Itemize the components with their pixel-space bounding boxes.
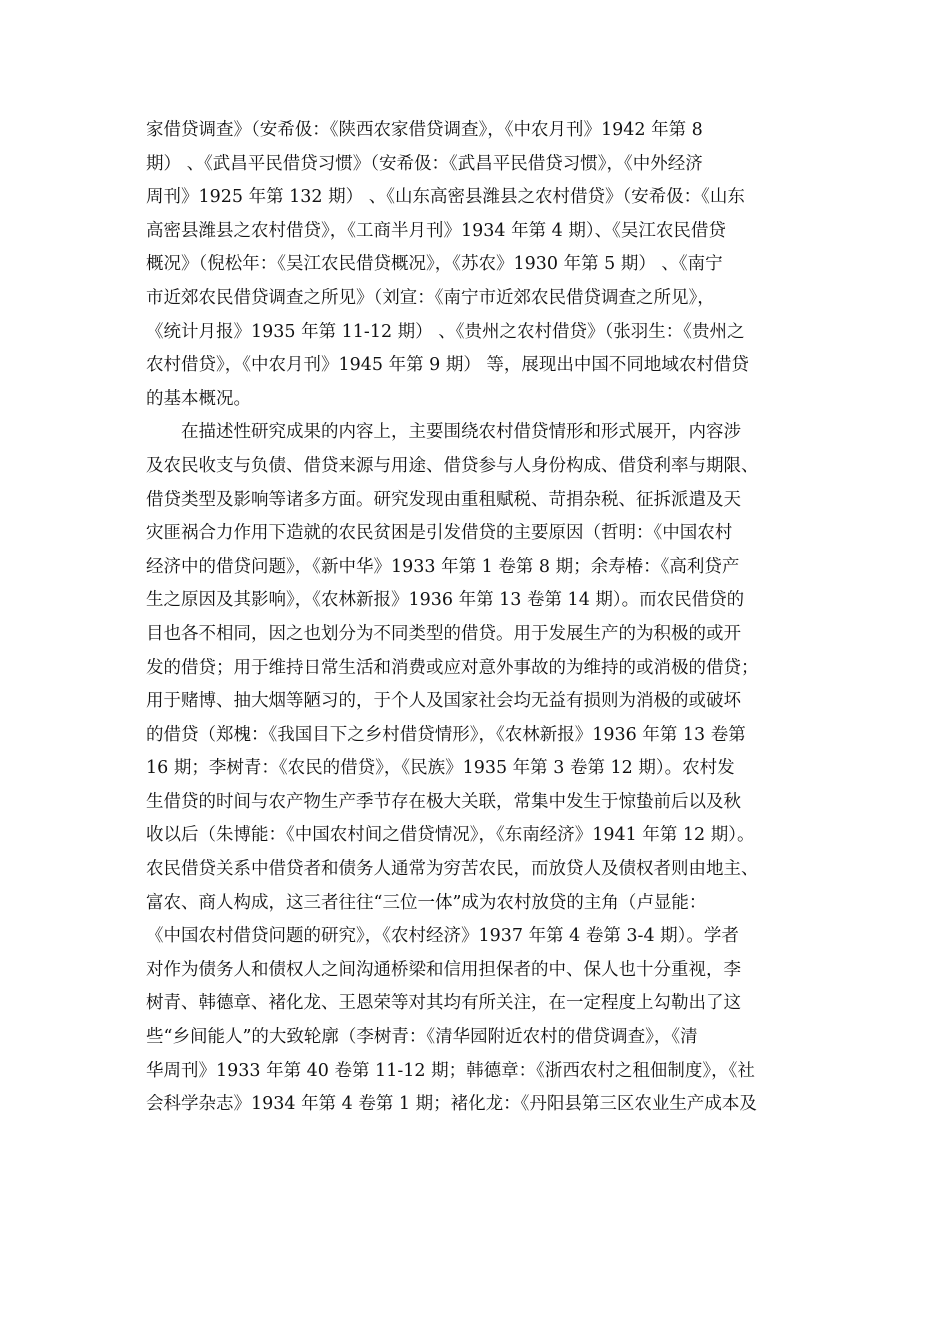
paragraph-1 bbox=[146, 114, 811, 416]
text-line: 些“乡间能人”的大致轮廓（李树青：《清华园附近农村的借贷调查》，《清 bbox=[146, 1027, 698, 1048]
body-text bbox=[146, 114, 811, 1122]
text-line: 华周刊》1933 年第 40 卷第 11-12 期；韩德章：《浙西农村之租佃制度》，《社 bbox=[146, 1060, 755, 1081]
text-line: 的借贷（郑槐：《我国目下之乡村借贷情形》，《农林新报》1936 年第 13 卷第 bbox=[146, 724, 746, 745]
text-line: 《中国农村借贷问题的研究》，《农村经济》1937 年第 4 卷第 3-4 期）。学者 bbox=[146, 926, 739, 947]
text-line: 目也各不相同，因之也划分为不同类型的借贷。用于发展生产的为积极的或开 bbox=[146, 623, 741, 644]
text-line: 概况》（倪松年：《吴江农民借贷概况》，《苏农》1930 年第 5 期） 、《南宁 bbox=[146, 254, 723, 275]
text-line: 高密县潍县之农村借贷》，《工商半月刊》1934 年第 4 期）、《吴江农民借贷 bbox=[146, 220, 726, 241]
text-line: 富农、商人构成，这三者往往“三位一体”成为农村放贷的主角（卢显能： bbox=[146, 892, 707, 913]
text-line: 发的借贷；用于维持日常生活和消费或应对意外事故的为维持的或消极的借贷； bbox=[146, 657, 759, 678]
text-line: 生之原因及其影响》，《农林新报》1936 年第 13 卷第 14 期）。而农民借贷的 bbox=[146, 590, 745, 611]
text-line: 16 期；李树青：《农民的借贷》，《民族》1935 年第 3 卷第 12 期）。农村发 bbox=[146, 758, 735, 779]
text-line: 对作为债务人和债权人之间沟通桥梁和信用担保者的中、保人也十分重视，李 bbox=[146, 959, 741, 980]
text-line: 经济中的借贷问题》，《新中华》1933 年第 1 卷第 8 期；余寿椿：《高利贷产 bbox=[146, 556, 740, 577]
text-line: 《统计月报》1935 年第 11-12 期） 、《贵州之农村借贷》（张羽生：《贵州之 bbox=[146, 321, 745, 342]
text-line: 周刊》1925 年第 132 期） 、《山东高密县潍县之农村借贷》（安希伋：《山东 bbox=[146, 187, 745, 208]
paragraph-2 bbox=[146, 416, 811, 1121]
text-line: 的基本概况。 bbox=[146, 388, 251, 409]
text-line: 农村借贷》，《中农月刊》1945 年第 9 期） 等，展现出中国不同地域农村借贷 bbox=[146, 355, 749, 376]
text-line: 农民借贷关系中借贷者和债务人通常为穷苦农民，而放贷人及债权者则由地主、 bbox=[146, 859, 759, 880]
text-line: 及农民收支与负债、借贷来源与用途、借贷参与人身份构成、借贷利率与期限、 bbox=[146, 455, 759, 476]
text-line: 在描述性研究成果的内容上，主要围绕农村借贷情形和形式展开，内容涉 bbox=[181, 422, 741, 443]
text-line: 收以后（朱博能：《中国农村间之借贷情况》，《东南经济》1941 年第 12 期）。 bbox=[146, 825, 755, 846]
text-line: 生借贷的时间与农产物生产季节存在极大关联，常集中发生于惊蛰前后以及秋 bbox=[146, 791, 741, 812]
text-line: 期） 、《武昌平民借贷习惯》（安希伋：《武昌平民借贷习惯》，《中外经济 bbox=[146, 153, 703, 174]
text-line: 借贷类型及影响等诸多方面。研究发现由重租赋税、苛捐杂税、征拆派遣及天 bbox=[146, 489, 741, 510]
text-line: 家借贷调查》（安希伋：《陕西农家借贷调查》，《中农月刊》1942 年第 8 bbox=[146, 120, 703, 140]
text-line: 会科学杂志》1934 年第 4 卷第 1 期；褚化龙：《丹阳县第三区农业生产成本及 bbox=[146, 1094, 757, 1115]
text-line: 用于赌博、抽大烟等陋习的，于个人及国家社会均无益有损则为消极的或破坏 bbox=[146, 691, 741, 712]
text-line: 树青、韩德章、褚化龙、王恩荣等对其均有所关注，在一定程度上勾勒出了这 bbox=[146, 993, 741, 1014]
text-line: 市近郊农民借贷调查之所见》（刘宣：《南宁市近郊农民借贷调查之所见》， bbox=[146, 287, 715, 308]
text-line: 灾匪祸合力作用下造就的农民贫困是引发借贷的主要原因（哲明：《中国农村 bbox=[146, 523, 733, 544]
